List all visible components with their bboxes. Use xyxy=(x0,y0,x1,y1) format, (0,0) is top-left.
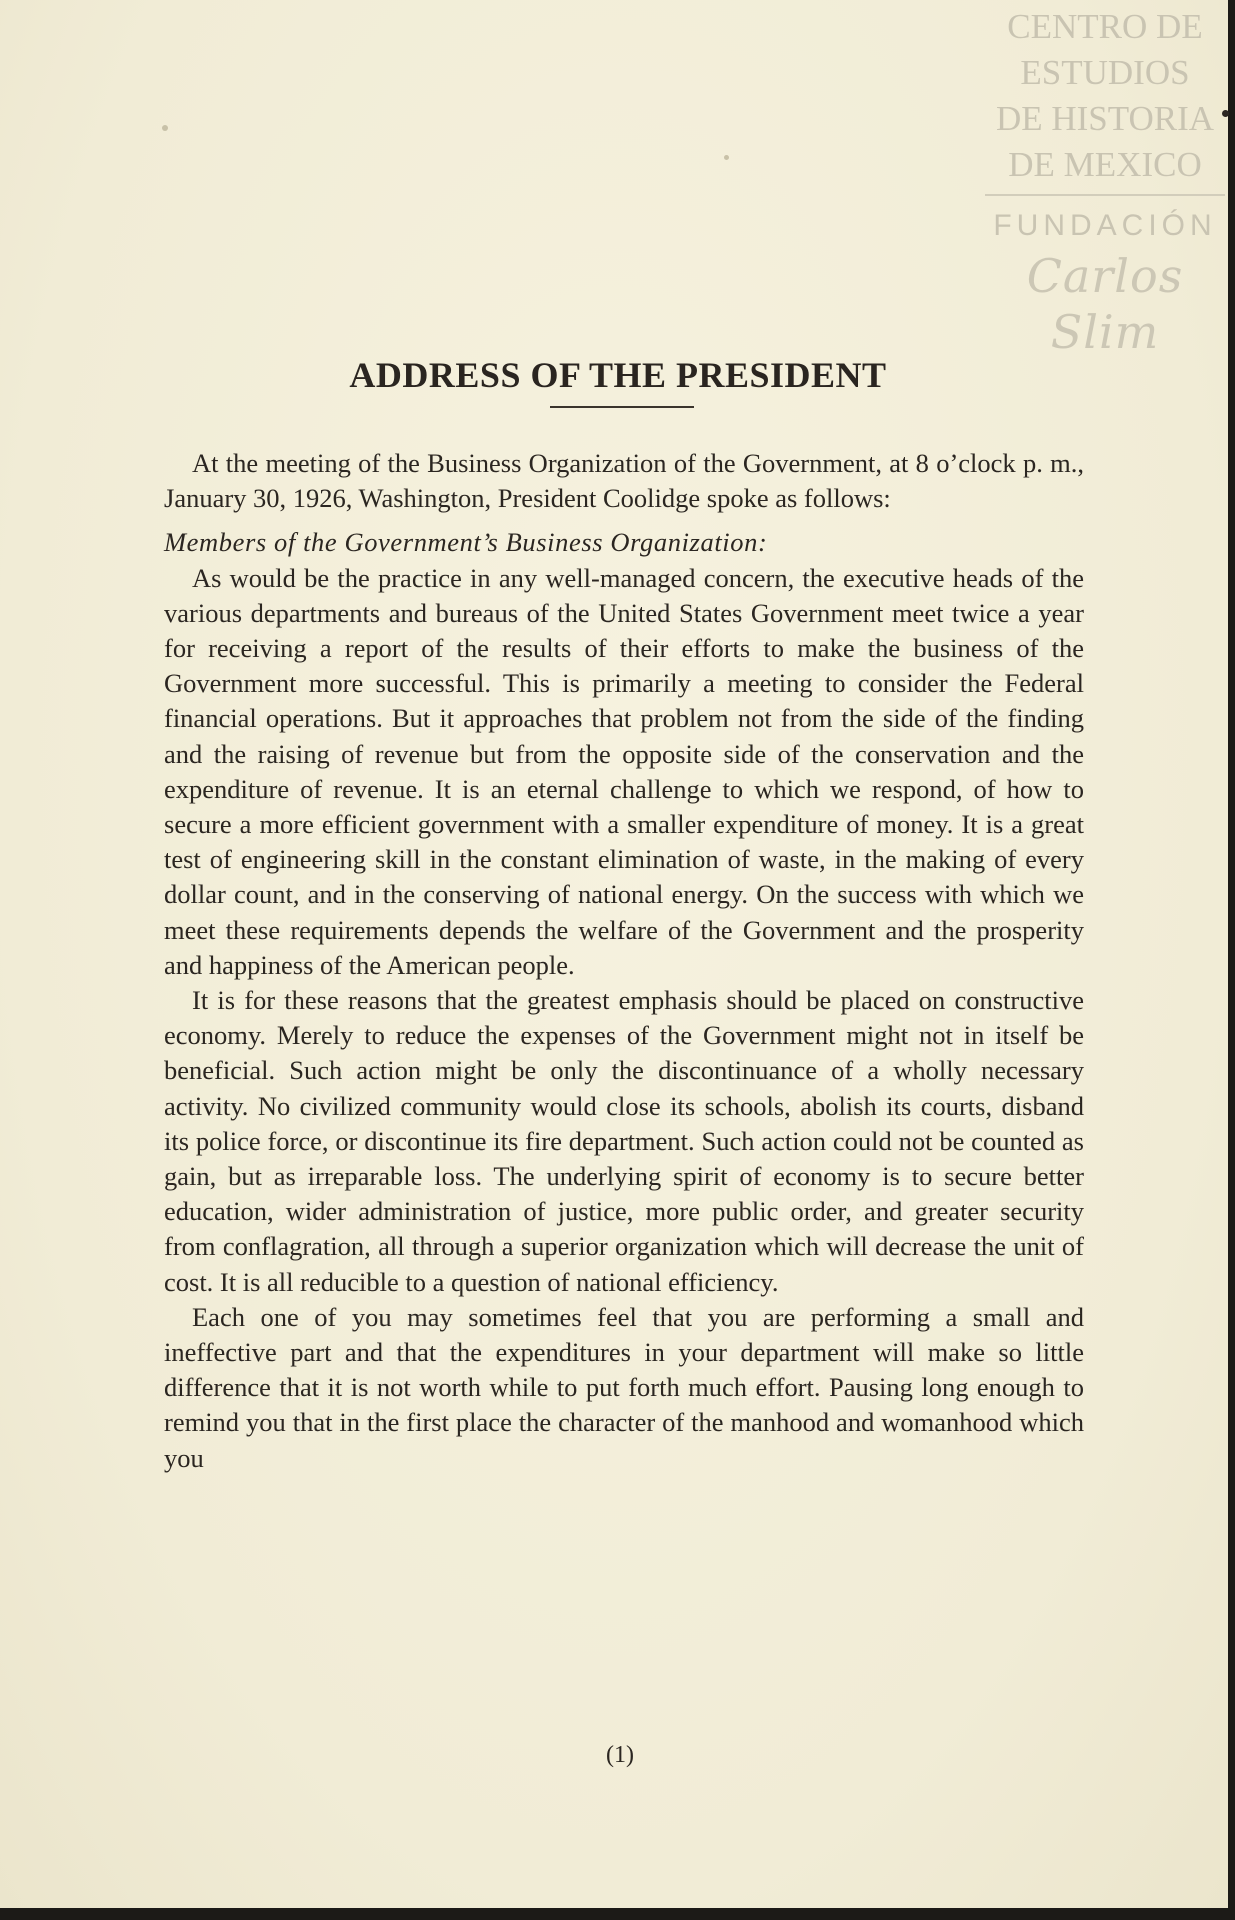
watermark-line-3: DE HISTORIA xyxy=(995,99,1215,138)
watermark-signature: Carlos Slim xyxy=(1026,249,1184,359)
title-divider xyxy=(550,406,694,408)
body-paragraph-1: As would be the practice in any well-managed concern, the executive heads of the various departments and bureaus of the United States Government meet twice a year for receiving a report of the results of their efforts to make the business of the Government more successful. This is primarily a meeting to consider the Federal financial operations. But it approaches that problem not from the side of the finding and the raising of revenue but from the opposite side of the conservation and the expenditure of revenue. It is an eternal challenge to which we respond, of how to secure a more efficient government with a smaller expenditure of money. It is a great test of engineering skill in the constant elimination of waste, in the making of every dollar count, and in the conserving of national energy. On the success with which we meet these requirements depends the welfare of the Government and the prosperity and happiness of the American people. xyxy=(164,562,1084,980)
watermark-foundation: FUNDACIÓN xyxy=(993,209,1217,242)
paper-speck xyxy=(162,125,168,131)
page-number: (1) xyxy=(606,1742,634,1768)
watermark-line-2: ESTUDIOS xyxy=(1020,53,1190,92)
watermark-line-1: CENTRO DE xyxy=(1007,7,1203,46)
watermark-line-4: DE MEXICO xyxy=(1008,145,1202,184)
paper-speck xyxy=(724,155,729,160)
document-body xyxy=(164,446,1084,1476)
intro-paragraph: At the meeting of the Business Organization of the Government, at 8 o’clock p. m., January 30, 1926, Washington, President Coolidge spoke as follows: xyxy=(164,448,1084,514)
paper-speck xyxy=(1222,110,1229,117)
salutation: Members of the Government’s Business Organization: xyxy=(164,527,768,558)
watermark-divider xyxy=(985,194,1225,196)
body-paragraph-2: It is for these reasons that the greatest emphasis should be placed on constructive economy. Merely to reduce the expenses of the Government might not in itself be beneficial. Such action might be only the discontinuance of a wholly necessary activity. No civilized community would close its schools, abolish its courts, disband its police force, or discontinue its fire department. Such action could not be counted as gain, but as irreparable loss. The underlying spirit of economy is to secure better education, wider administration of justice, more public order, and greater security from conflagration, all through a superior organization which will decrease the unit of cost. It is all reducible to a question of national efficiency. xyxy=(164,985,1084,1297)
archive-watermark xyxy=(985,4,1225,360)
page-title: ADDRESS OF THE PRESIDENT xyxy=(349,355,887,396)
body-paragraph-3: Each one of you may sometimes feel that you are performing a small and ineffective part and that the expenditures in your department will make so little difference that it is not worth while to put forth much effort. Pausing long enough to remind you that in the first place the character of the manhood and womanhood which you xyxy=(164,1301,1084,1473)
